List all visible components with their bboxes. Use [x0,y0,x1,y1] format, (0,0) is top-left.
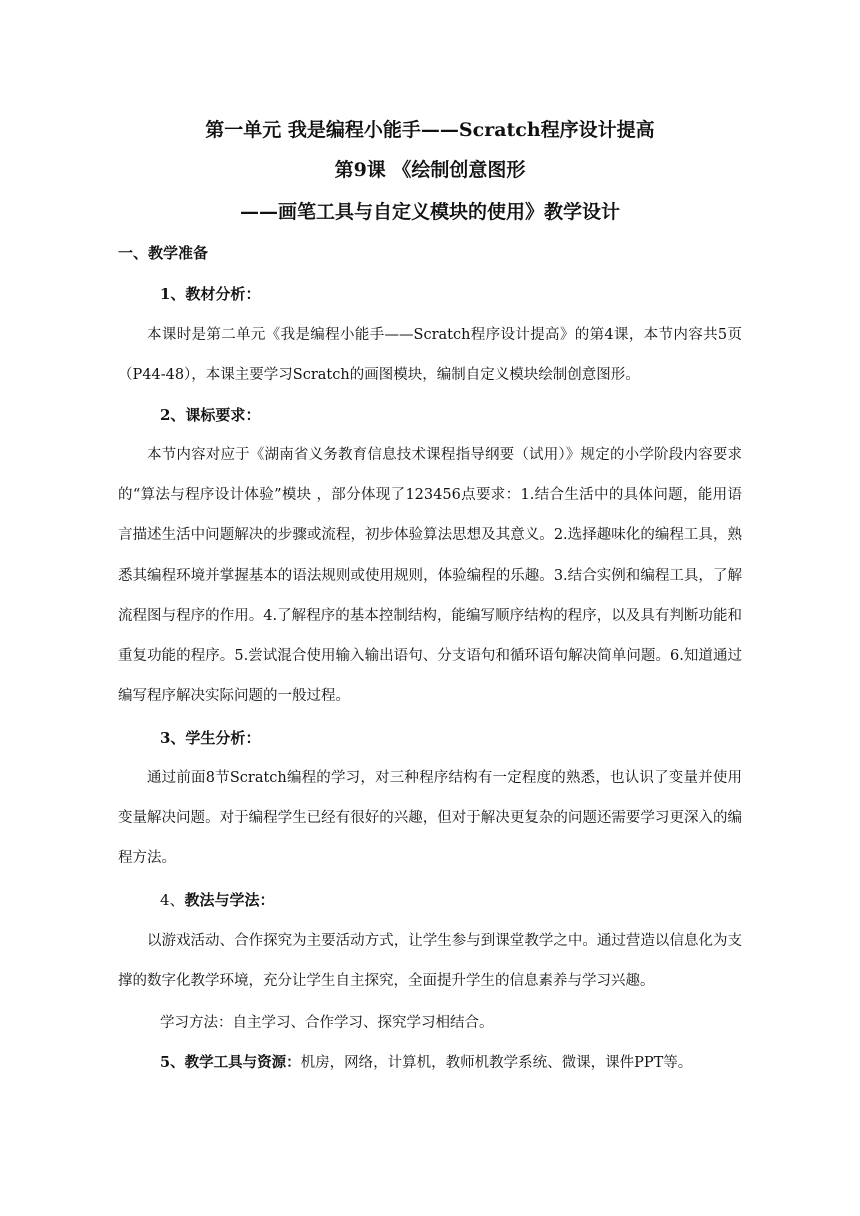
subsection-heading-teaching-tools: 5、教学工具与资源： [160,1054,301,1071]
teaching-tools-line [160,1053,692,1073]
document-title-line-2: 第9课 《绘制创意图形 [334,159,526,181]
subsection-heading-teaching-methods [160,890,275,910]
learning-methods-line: 学习方法：自主学习、合作学习、探究学习相结合。 [160,1015,494,1031]
paragraph-curriculum-requirements: 本节内容对应于《湖南省义务教育信息技术课程指导纲要（试用）》规定的小学阶段内容要求的“算法与程序设计体验”模块 ，部分体现了123456点要求：1.结合生活中的具体问题，能用语言描述生活中问题解决的步骤或流程，初步体验算法思想及其意义。2.选择趣味化的编程工具，熟悉其编程环境并掌握基本的语法规则或使用规则，体验编程的乐趣。3.结合实例和编程工具，了解流程图与程序的作用。4.了解程序的基本控制结构，能编写顺序结构的程序，以及具有判断功能和重复功能的程序。5.尝试混合使用输入输出语句、分支语句和循环语句解决简单问题。6.知道通过编写程序解决实际问题的一般过程。 [118,447,742,705]
section-heading-teaching-preparation: 一、教学准备 [118,244,209,262]
subsection-number-4: 4、 [160,891,185,909]
subsection-heading-textbook-analysis: 1、教材分析： [160,285,261,303]
paragraph-textbook-analysis: 本课时是第二单元《我是编程小能手——Scratch程序设计提高》的第4课，本节内容共5页（P44-48），本课主要学习Scratch的画图模块，编制自定义模块绘制创意图形。 [118,327,742,384]
subsection-heading-student-analysis: 3、学生分析： [160,729,261,747]
document-title-line-3: ——画笔工具与自定义模块的使用》教学设计 [239,201,620,223]
teaching-tools-list: 机房，网络，计算机，教师机教学系统、微课，课件PPT等。 [300,1055,693,1071]
document-title-line-1: 第一单元 我是编程小能手——Scratch程序设计提高 [205,119,655,141]
paragraph-student-analysis: 通过前面8节Scratch编程的学习，对三种程序结构有一定程度的熟悉，也认识了变量并使用变量解决问题。对于编程学生已经有很好的兴趣，但对于解决更复杂的问题还需要学习更深入的编程方法。 [118,770,742,867]
subsection-heading-curriculum-requirements: 2、课标要求： [160,406,261,424]
paragraph-teaching-methods: 以游戏活动、合作探究为主要活动方式，让学生参与到课堂教学之中。通过营造以信息化为支撑的数字化教学环境，充分让学生自主探究，全面提升学生的信息素养与学习兴趣。 [118,933,742,990]
subsection-title-teaching-methods: 教法与学法： [184,891,275,909]
